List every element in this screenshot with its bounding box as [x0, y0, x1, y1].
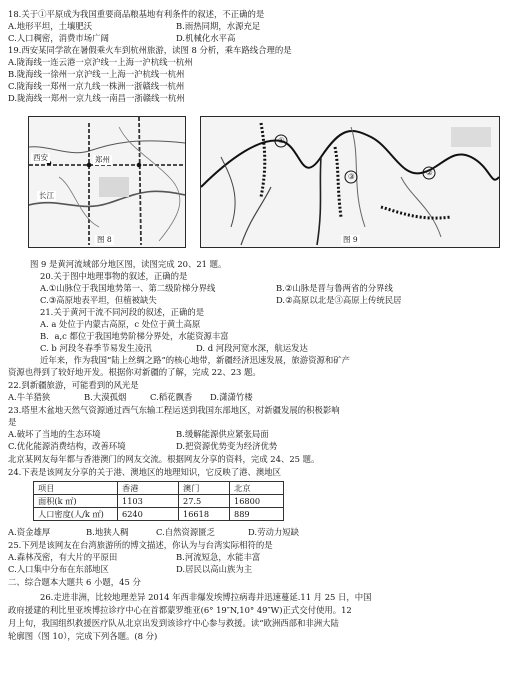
intro-questions-22-23-line2: 资源也得到了较好地开发。根据你对新疆的了解，完成 22、23 题。: [8, 367, 261, 377]
hk-macao-beijing-table: [33, 481, 284, 521]
table-row: [34, 495, 284, 508]
q18-option-c: C.人口稠密，消费市场广阔: [8, 33, 109, 43]
q19-option-b: B.陇海线一徐州一京沪线一上海一沪杭线一杭州: [8, 69, 185, 79]
question-19-stem: 19.西安某同学欲在暑假乘火车到杭州旅游，读图 8 分析，乘车路线合理的是: [8, 45, 292, 55]
question-26-line4: 轮廓图（图 10），完成下列各题。(8 分): [8, 631, 158, 641]
table-cell: 人口密度(人/k ㎡): [34, 508, 118, 521]
table-cell: 27.5: [179, 495, 230, 508]
question-21-stem: 21.关于黄河干流不同河段的叙述，正确的是: [40, 307, 205, 317]
table-cell: 16800: [230, 495, 284, 508]
question-24-stem: 24.下表是该网友分享的关于港、澳地区的地理知识，它反映了港、澳地区: [8, 467, 281, 477]
q23-option-b: B.缓解能源供应紧张局面: [176, 429, 269, 439]
q18-option-a: A.地形平坦，土壤肥沃: [8, 21, 93, 31]
q19-option-d: D.陇海线一郑州一京九线一南昌一浙赣线一杭州: [8, 93, 185, 103]
q23-option-c: C.优化能源消费结构，改善环境: [8, 441, 126, 451]
table-cell: 1103: [118, 495, 179, 508]
intro-questions-24-25: 北京某网友每年都与香港澳门的网友交流。根据网友分享的资料，完成 24、25 题。: [8, 454, 320, 464]
q22-option-b: B.大漠孤烟: [84, 392, 127, 402]
q20-option-c: C.③高原地表平坦，但植被缺失: [40, 295, 157, 305]
q21-option-a: A. a 处位于内蒙古高原，c 处位于黄土高原: [40, 319, 201, 329]
q20-option-a: A.①山脉位于我国地势第一、第二级阶梯分界线: [40, 283, 216, 293]
q24-option-c: C.自然资源匮乏: [156, 527, 216, 537]
table-header-cell: 北京: [230, 482, 284, 495]
question-22-stem: 22.到新疆旅游，可能看到的风光是: [8, 380, 139, 390]
table-row: [34, 508, 284, 521]
q23-option-d: D.把资源优势变为经济优势: [176, 441, 278, 451]
q21-option-c: C. b 河段冬春季节易发生凌汛: [40, 343, 152, 353]
question-23-stem-line2: 是: [8, 417, 17, 427]
table-header-row: [34, 482, 284, 495]
q25-option-c: C.人口集中分布在东部地区: [8, 564, 109, 574]
q24-option-a: A.资金雄厚: [8, 527, 51, 537]
question-26-line2: 政府援建的利比里亚埃博拉诊疗中心在首都蒙罗维亚(6° 19″N,10° 49″W)正式交付使用。12: [8, 605, 352, 615]
q22-option-c: C.稻花飘香: [150, 392, 193, 402]
q18-option-d: D.机械化水平高: [176, 33, 236, 43]
q25-option-b: B.河流短急，水能丰富: [176, 552, 261, 562]
map9-label-2: ②: [426, 168, 433, 177]
q24-option-d: D.劳动力短缺: [248, 527, 299, 537]
q24-option-b: B.地狭人稠: [86, 527, 129, 537]
q19-option-a: A.陇海线一连云港一京沪线一上海一沪杭线一杭州: [8, 57, 193, 67]
figure-maps: [28, 116, 498, 252]
question-26-line3: 月上旬，我国组织救援医疗队从北京出发到该诊疗中心参与救援。读“欧洲西部和非洲大陆: [8, 618, 339, 628]
q22-option-d: D.潇潇竹楼: [210, 392, 253, 402]
map9-label-1: ①: [278, 136, 285, 145]
table-cell: 6240: [118, 508, 179, 521]
table-header-cell: 项目: [34, 482, 118, 495]
intro-questions-22-23-line1: 近年来，作为我国“陆上丝绸之路”的核心地带，新疆经济迅速发展，旅游资源和矿产: [40, 355, 351, 365]
table-cell: 16618: [179, 508, 230, 521]
question-20-stem: 20.关于图中地理事物的叙述，正确的是: [40, 271, 188, 281]
table-cell: 面积(k ㎡): [34, 495, 118, 508]
intro-questions-20-21: 图 9 是黄河流域部分地区图，读图完成 20、21 题。: [30, 259, 227, 269]
map8-label-zhengzhou: 郑州: [95, 155, 110, 164]
q20-option-b: B.②山脉是晋与鲁两省的分界线: [276, 283, 393, 293]
q21-option-d: D. d 河段河宽水深，航运发达: [196, 343, 308, 353]
map9-label-3: ③: [348, 172, 355, 181]
q25-option-d: D.居民以高山族为主: [176, 564, 253, 574]
question-25-stem: 25.下列是该网友在台湾旅游所的博文描述，你认为与台湾实际相符的是: [8, 540, 273, 550]
question-18-stem: 18.关于①平原成为我国重要商品粮基地有利条件的叙述，不正确的是: [8, 9, 265, 19]
q21-option-b: B．a,c 都位于我国地势阶梯分界处，水能资源丰富: [40, 331, 229, 341]
map8-label-changjiang: 长江: [39, 191, 54, 200]
figure-9-caption: 图 9: [343, 235, 358, 244]
table-header-cell: 澳门: [179, 482, 230, 495]
q19-option-c: C.陇海线一郑州一京九线一株洲一浙赣线一杭州: [8, 81, 185, 91]
q23-option-a: A.破坏了当地的生态环境: [8, 429, 101, 439]
table-header-cell: 香港: [118, 482, 179, 495]
section-2-heading: 二、综合题本大题共 6 小题，45 分: [8, 577, 141, 587]
q22-option-a: A.牛羊猎狭: [8, 392, 51, 402]
q18-option-b: B.雨热同期，水源充足: [176, 21, 261, 31]
map8-label-xian: 西安: [33, 153, 48, 162]
question-26-line1: 26.走进非洲，比较地理差异 2014 年西非爆发埃博拉病毒并迅速蔓延.11 月 25 日，中国: [40, 592, 372, 602]
q20-option-d: D.②高原以北是③高原上传统民居: [276, 295, 402, 305]
table-cell: 889: [230, 508, 284, 521]
q25-option-a: A.森林茂密，有大片的平原田: [8, 552, 118, 562]
figure-8-caption: 图 8: [97, 235, 112, 244]
question-23-stem-line1: 23.塔里木盆地天然气资源通过西气东输工程运送到我国东部地区，对新疆发展的积极影响: [8, 405, 340, 415]
figure-9-yellow-river-map: [200, 116, 500, 248]
figure-8-railway-map: [28, 116, 186, 248]
